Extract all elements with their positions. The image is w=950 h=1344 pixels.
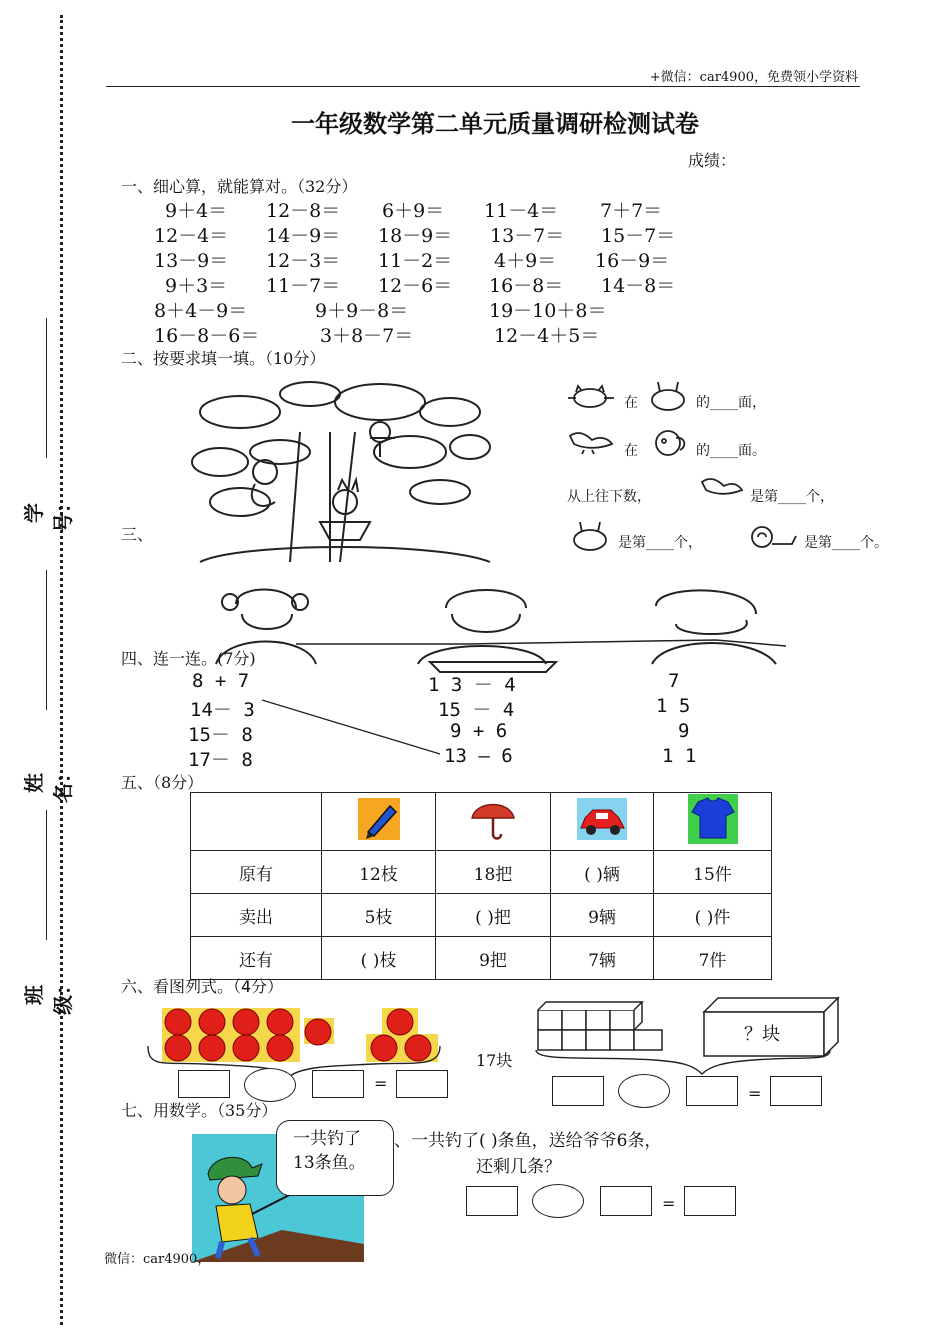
rabbit-icon xyxy=(568,520,614,552)
answer-box[interactable] xyxy=(686,1076,738,1106)
equals-sign: = xyxy=(662,1194,676,1213)
table-header-empty xyxy=(191,793,322,851)
score-label: 成绩： xyxy=(688,151,737,170)
section-6-title: 六、看图列式。（4分） xyxy=(121,977,284,996)
table-row-label: 原有 xyxy=(191,851,322,894)
bubble-line-1: 一共钓了 xyxy=(293,1129,361,1149)
calc-item: 11－4＝ xyxy=(484,200,559,222)
table-row-label: 还有 xyxy=(191,937,322,980)
children-illustration xyxy=(196,584,796,674)
table-cell: 7辆 xyxy=(551,937,654,980)
binding-dotted-line xyxy=(60,15,63,1325)
calc-item: 11－2＝ xyxy=(378,250,453,272)
monkey-icon xyxy=(646,428,692,458)
match-connector-line xyxy=(260,698,444,758)
calc-item: 9＋3＝ xyxy=(165,275,228,297)
calc-item: 14－8＝ xyxy=(601,275,676,297)
umbrella-icon xyxy=(468,796,518,842)
table-cell: 9辆 xyxy=(551,894,654,937)
answer-box[interactable] xyxy=(396,1070,448,1098)
section-4-title: 四、连一连。(7分) xyxy=(121,649,256,668)
match-left-item: 15－ 8 xyxy=(188,724,253,746)
calc-item: 15－7＝ xyxy=(601,225,676,247)
match-left-item: 14－ 3 xyxy=(190,699,255,721)
calc-item: 12－4＝ xyxy=(154,225,229,247)
header-note: +微信：car4900，免费领小学资料 xyxy=(649,70,858,85)
side-label-xingming: 姓名： xyxy=(22,763,75,803)
table-cell[interactable]: ( )枝 xyxy=(322,937,436,980)
table-cell: 15件 xyxy=(654,851,772,894)
answer-box[interactable] xyxy=(466,1186,518,1216)
table-header-shirt xyxy=(654,793,772,851)
answer-box[interactable] xyxy=(600,1186,652,1216)
table-cell: 7件 xyxy=(654,937,772,980)
shirt-icon xyxy=(688,794,738,844)
calc-item: 16－9＝ xyxy=(595,250,670,272)
fill-line2-b: 的____面。 xyxy=(696,443,766,459)
table-cell[interactable]: ( )把 xyxy=(436,894,551,937)
speech-bubble xyxy=(276,1120,394,1196)
match-right-item: 1 1 xyxy=(662,745,697,767)
calc-item: 12－3＝ xyxy=(266,250,341,272)
footer-note: 微信：car4900， xyxy=(104,1252,211,1267)
operator-oval[interactable] xyxy=(532,1184,584,1218)
word-problem-line-2: 还剩几条？ xyxy=(476,1157,561,1177)
calc-item: 3＋8－7＝ xyxy=(320,325,414,347)
calc-item: 19－10＋8＝ xyxy=(489,300,607,322)
calc-item: 16－8－6＝ xyxy=(154,325,260,347)
banji-underline xyxy=(46,810,47,940)
answer-box[interactable] xyxy=(684,1186,736,1216)
fill-line4-b: 是第____个。 xyxy=(804,535,888,551)
pencil-icon xyxy=(356,796,402,842)
operator-oval[interactable] xyxy=(244,1068,296,1102)
calc-item: 7＋7＝ xyxy=(600,200,663,222)
table-header-pencil xyxy=(322,793,436,851)
equals-sign: = xyxy=(374,1074,388,1093)
calc-item: 9＋9－8＝ xyxy=(315,300,409,322)
blocks-total-label: 17块 xyxy=(476,1051,513,1070)
table-cell[interactable]: ( )件 xyxy=(654,894,772,937)
calc-item: 9＋4＝ xyxy=(165,200,228,222)
section-5-title: 五、（8分） xyxy=(121,773,204,792)
calc-item: 12－6＝ xyxy=(378,275,453,297)
calc-item: 11－7＝ xyxy=(266,275,341,297)
calc-item: 8＋4－9＝ xyxy=(154,300,248,322)
calc-item: 12－8＝ xyxy=(266,200,341,222)
section-7-title: 七、用数学。（35分） xyxy=(121,1101,278,1120)
table-cell: 5枝 xyxy=(322,894,436,937)
fill-line3-b: 是第____个， xyxy=(750,489,834,505)
section-2-title: 二、按要求填一填。（10分） xyxy=(121,349,326,368)
side-label-banji: 班级： xyxy=(22,975,75,1015)
goods-table xyxy=(190,792,772,980)
fill-line2-a: 在 xyxy=(624,443,638,459)
table-header-car xyxy=(551,793,654,851)
answer-box[interactable] xyxy=(770,1076,822,1106)
table-cell: 18把 xyxy=(436,851,551,894)
tree-animals-illustration xyxy=(180,372,500,568)
fill-line1-a: 在 xyxy=(624,395,638,411)
calc-item: 13－9＝ xyxy=(154,250,229,272)
table-header-umbrella xyxy=(436,793,551,851)
answer-box[interactable] xyxy=(312,1070,364,1098)
bird-icon xyxy=(566,428,618,454)
section-1-title: 一、细心算，就能算对。（32分） xyxy=(121,177,358,196)
unknown-blocks-label: ？块 xyxy=(744,1024,780,1045)
calc-item: 16－8＝ xyxy=(489,275,564,297)
fill-line3-a: 从上往下数， xyxy=(567,489,651,505)
match-right-item: 1 5 xyxy=(656,695,691,717)
operator-oval[interactable] xyxy=(618,1074,670,1108)
bubble-line-2: 13条鱼。 xyxy=(293,1153,366,1173)
xingming-underline xyxy=(46,570,47,710)
table-cell: 12枝 xyxy=(322,851,436,894)
calc-item: 6＋9＝ xyxy=(382,200,445,222)
rabbit-icon xyxy=(646,380,692,412)
match-mid-item: 15 － 4 xyxy=(438,699,515,721)
car-icon xyxy=(577,796,627,842)
fill-line4-a: 是第____个， xyxy=(618,535,702,551)
side-label-xuehao: 学号： xyxy=(22,493,75,533)
match-left-item: 17－ 8 xyxy=(188,749,253,771)
calc-item: 14－9＝ xyxy=(266,225,341,247)
page-title: 一年级数学第二单元质量调研检测试卷 xyxy=(291,110,699,138)
answer-box[interactable] xyxy=(178,1070,230,1098)
match-mid-item: 9 + 6 xyxy=(450,720,508,742)
match-mid-item: 13 — 6 xyxy=(444,745,513,767)
table-cell: 9把 xyxy=(436,937,551,980)
cat-icon xyxy=(566,384,618,410)
calc-item: 12－4＋5＝ xyxy=(494,325,600,347)
apples-illustration xyxy=(144,1004,454,1078)
equals-sign: = xyxy=(748,1084,762,1103)
snail-icon xyxy=(744,524,800,550)
calc-item: 18－9＝ xyxy=(378,225,453,247)
xuehao-underline xyxy=(46,318,47,458)
answer-box[interactable] xyxy=(552,1076,604,1106)
match-left-item: 8 + 7 xyxy=(192,670,250,692)
match-right-item: 7 xyxy=(668,670,680,692)
match-right-item: 9 xyxy=(678,720,690,742)
calc-item: 13－7＝ xyxy=(490,225,565,247)
table-row-label: 卖出 xyxy=(191,894,322,937)
fill-line1-b: 的____面， xyxy=(696,395,766,411)
bird-icon xyxy=(698,474,746,502)
match-mid-item: 1 3 － 4 xyxy=(428,674,516,696)
calc-item: 4＋9＝ xyxy=(494,250,557,272)
word-problem-line-1: 、一共钓了( )条鱼，送给爷爷6条， xyxy=(394,1131,662,1151)
table-cell[interactable]: ( )辆 xyxy=(551,851,654,894)
blocks-illustration xyxy=(534,994,844,1080)
section-3-title: 三、 xyxy=(121,525,154,544)
header-rule xyxy=(106,86,860,87)
